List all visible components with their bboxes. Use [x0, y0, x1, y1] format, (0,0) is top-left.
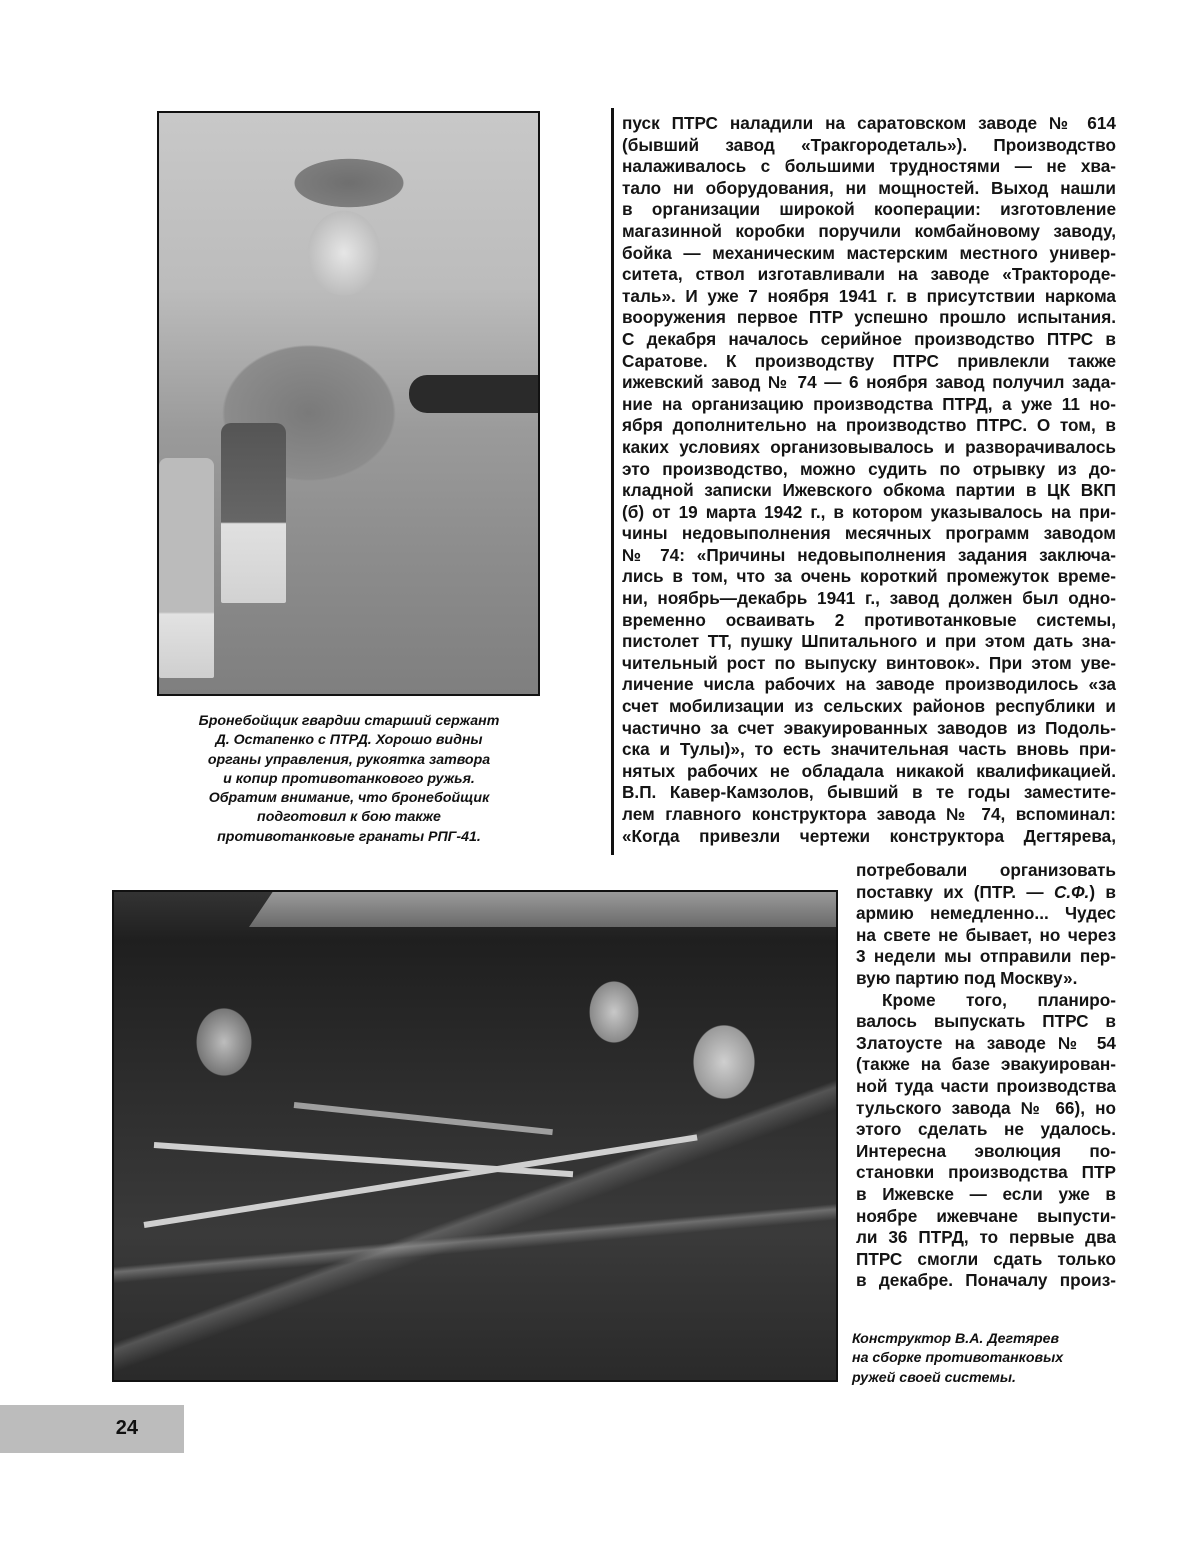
- text-line: счет мобилизации из сельских районов республики и: [622, 696, 1116, 717]
- caption-line: Обратим внимание, что бронебойщик: [208, 790, 490, 807]
- text-line: нятых рабочих не обладала никакой квалификацией.: [622, 760, 1116, 781]
- text-line: чительный рост по выпуску винтовок». При этом уве-: [622, 652, 1116, 673]
- text-line: кладной записки Ижевского обкома партии в ЦК ВКП: [622, 480, 1116, 501]
- text-line: бойка — механическим мастерским местного универ-: [622, 242, 1116, 263]
- text-line: (бывший завод «Тракгородеталь»). Производство: [622, 134, 1116, 155]
- text-fragment: поставку их (ПТР. —: [856, 881, 1054, 902]
- text-line: каких условиях организовывалось и разворачивалось: [622, 436, 1116, 457]
- text-line: тульского завода № 66), но: [856, 1097, 1116, 1118]
- text-line: вую партию под Москву».: [856, 967, 1078, 988]
- text-line: ПТРС смогли сдать только: [856, 1248, 1116, 1269]
- photo-caption-degtyarev: [852, 1330, 1112, 1388]
- caption-line: и копир противотанкового ружья.: [223, 770, 475, 787]
- text-line: лись в том, что за очень короткий промежуток време-: [622, 566, 1116, 587]
- rifle-barrel-shape: [409, 375, 540, 413]
- rifle-shape: [294, 1102, 553, 1135]
- text-line: на свете не бывает, но через: [856, 924, 1116, 945]
- page-number-bar: [0, 1405, 184, 1453]
- text-line: в Ижевске — если уже в: [856, 1183, 1116, 1204]
- text-line: Златоусте на заводе № 54: [856, 1032, 1116, 1053]
- caption-line: Д. Остапенко с ПТРД. Хорошо видны: [215, 732, 483, 749]
- text-line: ября дополнительно на производство ПТРС. О том, в: [622, 415, 1116, 436]
- body-text-right-column: [622, 113, 1116, 847]
- text-line: 3 недели мы отправили пер-: [856, 946, 1116, 967]
- page-number: 24: [115, 1417, 138, 1439]
- text-line: в декабре. Поначалу произ-: [856, 1270, 1116, 1291]
- text-line: потребовали организовать: [856, 860, 1116, 880]
- grenade-shape: [159, 458, 214, 678]
- body-text-narrow-column: [856, 860, 1116, 1292]
- text-line: магазинной коробки поручили комбайновому заводу,: [622, 220, 1116, 241]
- text-line: С декабря началось серийное производство ПТРС в: [622, 328, 1116, 349]
- caption-line: ружей своей системы.: [852, 1369, 1016, 1386]
- caption-line: органы управления, рукоятка затвора: [207, 751, 491, 768]
- text-line: ной туда части производства: [856, 1075, 1116, 1096]
- text-line: налаживалось с большими трудностями — не хва-: [622, 156, 1116, 177]
- text-line: пистолет ТТ, пушку Шпитального и при этом дать зна-: [622, 631, 1116, 652]
- text-line: частично за счет эвакуированных заводов из Подоль-: [622, 717, 1116, 738]
- text-line: вооружения первое ПТР успешно прошло испытания.: [622, 307, 1116, 328]
- text-line: лем главного конструктора завода № 74, вспоминал:: [622, 804, 1116, 824]
- text-line: ноябре ижевчане выпусти-: [856, 1205, 1116, 1226]
- text-line: (также на базе эвакуирован-: [856, 1054, 1116, 1075]
- rifle-shape: [154, 1142, 573, 1177]
- photo-degtyarev-assembly: [112, 890, 838, 1382]
- text-line: становки производства ПТР: [856, 1162, 1116, 1183]
- workshop-roof-shape: [249, 892, 838, 927]
- text-line: армию немедленно... Чудес: [856, 903, 1116, 924]
- text-line: таль». И уже 7 ноября 1941 г. в присутствии наркома: [622, 285, 1116, 306]
- text-line: временно осваивать 2 противотанковые системы,: [622, 609, 1116, 630]
- text-line: это производство, можно судить по отрывку из до-: [622, 458, 1116, 479]
- photo-caption-soldier: [152, 712, 546, 847]
- photo-soldier-with-ptrd: [157, 111, 540, 696]
- text-line: пуск ПТРС наладили на саратовском заводе № 614: [622, 113, 1116, 133]
- text-line: Кроме того, планиро-: [882, 989, 1116, 1010]
- text-line: «Когда привезли чертежи конструктора Дегтярева,: [622, 825, 1116, 846]
- editor-initials: С.Ф.: [1053, 881, 1090, 902]
- caption-line: подготовил к бою также: [257, 809, 441, 826]
- column-divider-rule: [611, 108, 614, 855]
- text-line: ли 36 ПТРД, то первые два: [856, 1227, 1116, 1248]
- caption-line: Конструктор В.А. Дегтярев: [852, 1331, 1060, 1347]
- text-line: чины недовыполнения месячных программ заводом: [622, 523, 1116, 544]
- text-line: ска и Тулы)», то есть значительная часть вновь при-: [622, 739, 1116, 760]
- text-line: Интересна эволюция по-: [856, 1140, 1116, 1161]
- text-line: тало ни оборудования, ни мощностей. Выход нашли: [622, 177, 1116, 198]
- text-line: личение числа рабочих на заводе производилось «за: [622, 674, 1116, 695]
- text-line: валось выпускать ПТРС в: [856, 1011, 1116, 1032]
- text-line: этого сделать не удалось.: [856, 1119, 1116, 1140]
- text-line: ни, ноябрь—декабрь 1941 г., завод должен был одно-: [622, 588, 1116, 609]
- text-line: [856, 882, 1116, 904]
- text-line: ние на организацию производства ПТРД, а уже 11 но-: [622, 393, 1116, 414]
- caption-line: противотанковые гранаты РПГ-41.: [217, 828, 481, 845]
- text-line: Саратове. К производству ПТРС привлекли также: [622, 350, 1116, 371]
- caption-line: Бронебойщик гвардии старший сержант: [198, 713, 500, 729]
- text-line: № 74: «Причины недовыполнения задания заключа-: [622, 544, 1116, 565]
- text-line: (б) от 19 марта 1942 г., в котором указывалось на при-: [622, 501, 1116, 522]
- text-line: ситета, ствол изготавливали на заводе «Трактороде-: [622, 264, 1116, 285]
- caption-line: на сборке противотанковых: [852, 1350, 1064, 1367]
- text-line: ижевский завод № 74 — 6 ноября завод получил зада-: [622, 372, 1116, 393]
- grenade-shape: [221, 423, 286, 603]
- text-line: в организации широкой кооперации: изготовление: [622, 199, 1116, 220]
- text-line: В.П. Кавер-Камзолов, бывший в те годы заместите-: [622, 782, 1116, 803]
- text-fragment: ) в: [1089, 881, 1116, 902]
